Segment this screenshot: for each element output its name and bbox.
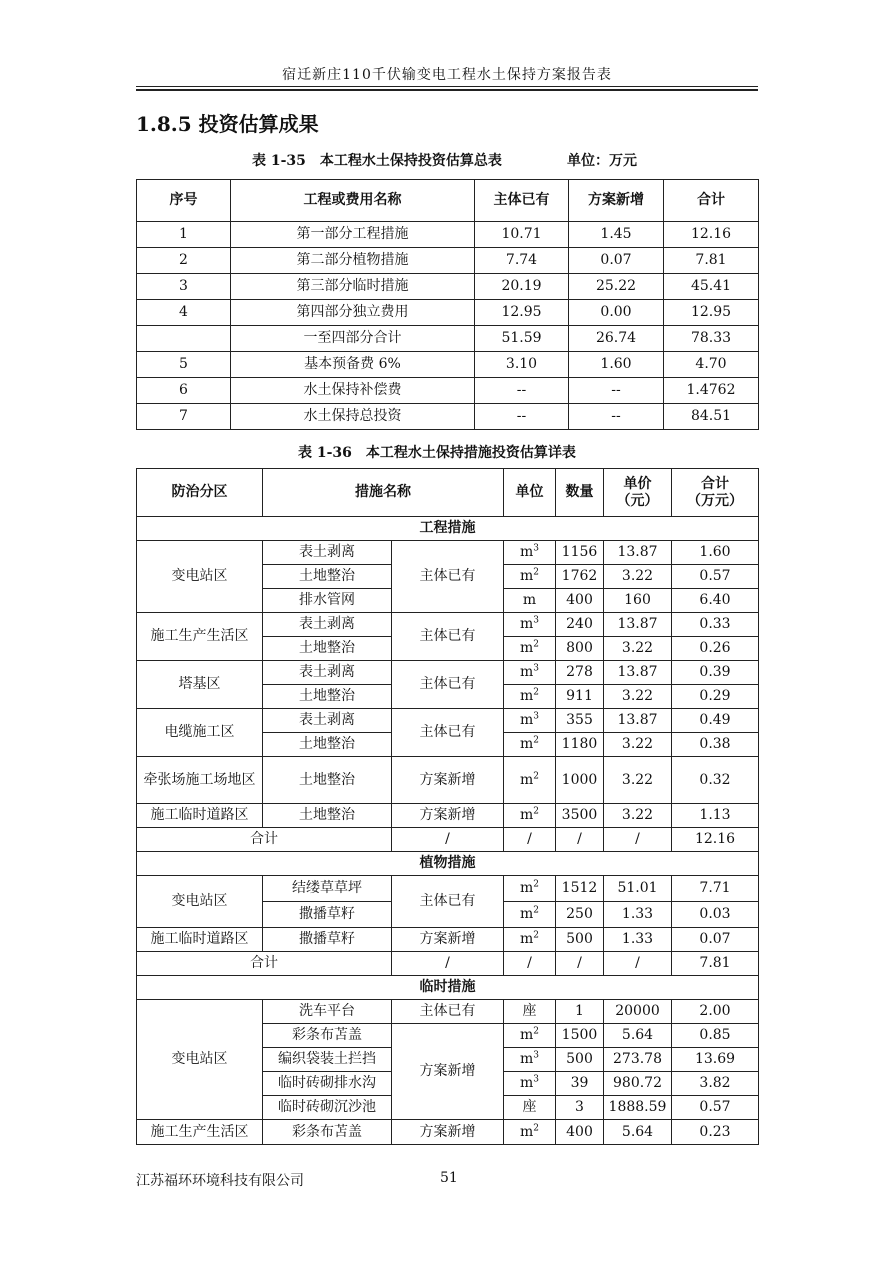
subtotal-row <box>137 828 759 852</box>
table2-caption: 表 1-36 本工程水土保持措施投资估算详表 <box>298 445 576 461</box>
unit-base: m <box>519 906 534 922</box>
price-cell: 3.22 <box>604 685 672 709</box>
zone-cell: 施工临时道路区 <box>137 804 263 828</box>
unit-base: m <box>519 931 534 947</box>
table-row <box>137 352 759 378</box>
unit-exponent: 2 <box>533 1122 539 1133</box>
price-cell: 51.01 <box>604 876 672 902</box>
section-plant: 植物措施 <box>137 852 759 876</box>
qty-cell: 1180 <box>556 733 604 757</box>
table-cell: 水土保持补偿费 <box>231 378 475 404</box>
price-cell: 13.87 <box>604 613 672 637</box>
zone-cell: 施工临时道路区 <box>137 928 263 952</box>
header-cell: 工程或费用名称 <box>231 180 475 222</box>
price-cell: 1.33 <box>604 902 672 928</box>
table-cell: 6 <box>137 378 231 404</box>
table-row <box>137 541 759 565</box>
table-cell: 第三部分临时措施 <box>231 274 475 300</box>
unit-exponent: 3 <box>533 1050 539 1061</box>
unit-base: m <box>519 712 534 728</box>
header-measure: 措施名称 <box>263 469 504 517</box>
measure-name: 撒播草籽 <box>263 902 392 928</box>
table-cell: 84.51 <box>664 404 759 430</box>
table-row <box>137 613 759 637</box>
total-cell: 0.57 <box>672 565 759 589</box>
unit-base: m <box>519 736 534 752</box>
price-cell: 980.72 <box>604 1072 672 1096</box>
table-cell: 10.71 <box>475 222 569 248</box>
table-row <box>137 222 759 248</box>
header-cell: 方案新增 <box>569 180 664 222</box>
subtotal-row <box>137 952 759 976</box>
zone-cell: 变电站区 <box>137 541 263 613</box>
header-cell: 主体已有 <box>475 180 569 222</box>
table-cell: 第四部分独立费用 <box>231 300 475 326</box>
header-rule-thick <box>136 89 758 91</box>
unit-base: m <box>519 616 534 632</box>
type-cell: 方案新增 <box>392 1120 504 1145</box>
type-cell: 方案新增 <box>392 757 504 804</box>
total-cell: 0.07 <box>672 928 759 952</box>
zone-cell: 塔基区 <box>137 661 263 709</box>
table-cell: -- <box>475 378 569 404</box>
unit-cell <box>504 804 556 828</box>
total-cell: 0.39 <box>672 661 759 685</box>
unit-cell <box>504 757 556 804</box>
total-cell: 0.26 <box>672 637 759 661</box>
measure-name: 洗车平台 <box>263 1000 392 1024</box>
unit-cell <box>504 1000 556 1024</box>
subtotal-label: 合计 <box>137 828 392 852</box>
qty-cell: 400 <box>556 1120 604 1145</box>
qty-cell: 800 <box>556 637 604 661</box>
header-zone: 防治分区 <box>137 469 263 517</box>
table-cell: 0.07 <box>569 248 664 274</box>
total-cell: 0.49 <box>672 709 759 733</box>
qty-cell: 500 <box>556 928 604 952</box>
unit-cell <box>504 637 556 661</box>
table-cell: 12.95 <box>664 300 759 326</box>
unit-cell <box>504 902 556 928</box>
measures-detail-table <box>136 468 759 1145</box>
price-cell: 3.22 <box>604 637 672 661</box>
type-cell: 方案新增 <box>392 804 504 828</box>
header-price-line1: 单价 <box>623 475 652 492</box>
slash-cell: / <box>556 952 604 976</box>
table-cell: 1.60 <box>569 352 664 378</box>
slash-cell: / <box>504 828 556 852</box>
table-row <box>137 326 759 352</box>
table-cell: 26.74 <box>569 326 664 352</box>
table-cell: 12.16 <box>664 222 759 248</box>
table-cell: -- <box>569 378 664 404</box>
unit-cell <box>504 709 556 733</box>
header-price <box>604 469 672 517</box>
unit-cell <box>504 733 556 757</box>
table1-caption: 表 1-35 本工程水土保持投资估算总表 <box>252 153 502 169</box>
unit-exponent: 2 <box>533 905 539 916</box>
price-cell: 3.22 <box>604 565 672 589</box>
price-cell: 273.78 <box>604 1048 672 1072</box>
unit-base: m <box>519 771 534 788</box>
type-cell: 主体已有 <box>392 661 504 709</box>
table-cell: 78.33 <box>664 326 759 352</box>
page-number: 51 <box>440 1170 458 1186</box>
unit-base: m <box>519 1075 534 1091</box>
zone-cell: 牵张场施工场地区 <box>137 757 263 804</box>
type-cell: 主体已有 <box>392 876 504 928</box>
measure-name: 表土剥离 <box>263 541 392 565</box>
total-cell: 13.69 <box>672 1048 759 1072</box>
qty-cell: 39 <box>556 1072 604 1096</box>
total-cell: 7.71 <box>672 876 759 902</box>
measure-name: 彩条布苫盖 <box>263 1120 392 1145</box>
price-cell: 3.22 <box>604 804 672 828</box>
unit-base: m <box>519 1123 534 1140</box>
unit-exponent: 3 <box>533 615 539 626</box>
table-row <box>137 661 759 685</box>
table-cell: 2 <box>137 248 231 274</box>
unit-exponent: 3 <box>533 663 539 674</box>
unit-exponent: 3 <box>533 711 539 722</box>
qty-cell: 278 <box>556 661 604 685</box>
page-header-title: 宿迁新庄110千伏输变电工程水土保持方案报告表 <box>282 67 612 83</box>
table-cell: 7.81 <box>664 248 759 274</box>
unit-exponent: 2 <box>533 879 539 890</box>
table-cell: -- <box>475 404 569 430</box>
table-cell: 3 <box>137 274 231 300</box>
price-cell: 3.22 <box>604 733 672 757</box>
table-cell: 12.95 <box>475 300 569 326</box>
investment-summary-table <box>136 179 759 430</box>
table-cell: 1 <box>137 222 231 248</box>
qty-cell: 3 <box>556 1096 604 1120</box>
qty-cell: 1512 <box>556 876 604 902</box>
price-cell: 5.64 <box>604 1120 672 1145</box>
table-cell: 7.74 <box>475 248 569 274</box>
price-cell: 13.87 <box>604 661 672 685</box>
unit-exponent: 2 <box>533 567 539 578</box>
type-cell: 主体已有 <box>392 541 504 613</box>
measure-name: 土地整治 <box>263 637 392 661</box>
total-cell: 1.13 <box>672 804 759 828</box>
qty-cell: 400 <box>556 589 604 613</box>
zone-cell: 变电站区 <box>137 876 263 928</box>
zone-cell: 施工生产生活区 <box>137 1120 263 1145</box>
total-cell: 6.40 <box>672 589 759 613</box>
total-cell: 0.33 <box>672 613 759 637</box>
price-cell: 1888.59 <box>604 1096 672 1120</box>
qty-cell: 240 <box>556 613 604 637</box>
table-cell: 第二部分植物措施 <box>231 248 475 274</box>
table-cell: 7 <box>137 404 231 430</box>
table1-unit: 单位：万元 <box>567 153 637 169</box>
unit-cell <box>504 1072 556 1096</box>
unit-base: m <box>519 664 534 680</box>
price-cell: 13.87 <box>604 541 672 565</box>
header-cell: 合计 <box>664 180 759 222</box>
price-cell: 13.87 <box>604 709 672 733</box>
measure-name: 土地整治 <box>263 565 392 589</box>
subtotal-value: 7.81 <box>672 952 759 976</box>
measure-name: 临时砖砌排水沟 <box>263 1072 392 1096</box>
slash-cell: / <box>604 952 672 976</box>
unit-base: m <box>522 592 537 608</box>
unit-cell <box>504 1048 556 1072</box>
unit-base: 座 <box>522 1003 537 1019</box>
unit-base: m <box>519 640 534 656</box>
table-row <box>137 709 759 733</box>
header-total-line1: 合计 <box>701 475 729 492</box>
unit-cell <box>504 685 556 709</box>
table-cell: 45.41 <box>664 274 759 300</box>
unit-exponent: 2 <box>533 806 539 817</box>
slash-cell: / <box>392 828 504 852</box>
table-cell: 第一部分工程措施 <box>231 222 475 248</box>
price-cell: 20000 <box>604 1000 672 1024</box>
qty-cell: 3500 <box>556 804 604 828</box>
header-cell: 序号 <box>137 180 231 222</box>
measure-name: 编织袋装土拦挡 <box>263 1048 392 1072</box>
measure-name: 土地整治 <box>263 685 392 709</box>
table-header-row <box>137 469 759 517</box>
table-cell: 1.45 <box>569 222 664 248</box>
measure-name: 结缕草草坪 <box>263 876 392 902</box>
unit-cell <box>504 928 556 952</box>
header-unit: 单位 <box>504 469 556 517</box>
header-total <box>672 469 759 517</box>
table-cell: 3.10 <box>475 352 569 378</box>
zone-cell: 施工生产生活区 <box>137 613 263 661</box>
table-cell: 0.00 <box>569 300 664 326</box>
unit-base: m <box>519 568 534 584</box>
table-row <box>137 248 759 274</box>
measure-name: 临时砖砌沉沙池 <box>263 1096 392 1120</box>
type-cell: 主体已有 <box>392 1000 504 1024</box>
table-cell <box>137 326 231 352</box>
table-row <box>137 1120 759 1145</box>
total-cell: 0.57 <box>672 1096 759 1120</box>
unit-cell <box>504 589 556 613</box>
total-cell: 0.85 <box>672 1024 759 1048</box>
table-row <box>137 404 759 430</box>
total-cell: 1.60 <box>672 541 759 565</box>
table-cell: 一至四部分合计 <box>231 326 475 352</box>
measure-name: 撒播草籽 <box>263 928 392 952</box>
unit-cell <box>504 1120 556 1145</box>
table-cell: 4 <box>137 300 231 326</box>
section-temporary: 临时措施 <box>137 976 759 1000</box>
zone-cell: 电缆施工区 <box>137 709 263 757</box>
section-row <box>137 976 759 1000</box>
measure-name: 土地整治 <box>263 757 392 804</box>
table-row <box>137 928 759 952</box>
unit-exponent: 2 <box>533 735 539 746</box>
subtotal-value: 12.16 <box>672 828 759 852</box>
unit-exponent: 2 <box>533 639 539 650</box>
price-cell: 160 <box>604 589 672 613</box>
footer-company: 江苏福环环境科技有限公司 <box>136 1173 304 1189</box>
table-row <box>137 274 759 300</box>
header-price-line2: （元） <box>616 492 659 509</box>
zone-cell: 变电站区 <box>137 1000 263 1120</box>
slash-cell: / <box>604 828 672 852</box>
table-cell: 基本预备费 6% <box>231 352 475 378</box>
unit-cell <box>504 613 556 637</box>
unit-base: m <box>519 807 534 823</box>
unit-cell <box>504 1024 556 1048</box>
type-cell: 主体已有 <box>392 613 504 661</box>
unit-base: m <box>519 1027 534 1043</box>
measure-name: 表土剥离 <box>263 613 392 637</box>
table-cell: 20.19 <box>475 274 569 300</box>
total-cell: 3.82 <box>672 1072 759 1096</box>
measure-name: 彩条布苫盖 <box>263 1024 392 1048</box>
unit-base: m <box>519 544 534 560</box>
qty-cell: 911 <box>556 685 604 709</box>
unit-cell <box>504 565 556 589</box>
table-row <box>137 378 759 404</box>
table-row <box>137 1000 759 1024</box>
qty-cell: 1500 <box>556 1024 604 1048</box>
measure-name: 土地整治 <box>263 804 392 828</box>
unit-exponent: 2 <box>533 770 539 781</box>
total-cell: 0.32 <box>672 757 759 804</box>
header-rule <box>136 86 758 87</box>
table-cell: 4.70 <box>664 352 759 378</box>
qty-cell: 1000 <box>556 757 604 804</box>
section-row <box>137 852 759 876</box>
qty-cell: 500 <box>556 1048 604 1072</box>
table-header-row <box>137 180 759 222</box>
qty-cell: 1156 <box>556 541 604 565</box>
unit-exponent: 2 <box>533 687 539 698</box>
slash-cell: / <box>556 828 604 852</box>
type-cell: 主体已有 <box>392 709 504 757</box>
price-cell: 3.22 <box>604 757 672 804</box>
table-cell: 51.59 <box>475 326 569 352</box>
total-cell: 0.23 <box>672 1120 759 1145</box>
measure-name: 土地整治 <box>263 733 392 757</box>
slash-cell: / <box>392 952 504 976</box>
total-cell: 0.29 <box>672 685 759 709</box>
table-row <box>137 757 759 804</box>
table-cell: -- <box>569 404 664 430</box>
header-qty: 数量 <box>556 469 604 517</box>
measure-name: 表土剥离 <box>263 709 392 733</box>
measure-name: 表土剥离 <box>263 661 392 685</box>
unit-cell <box>504 661 556 685</box>
price-cell: 5.64 <box>604 1024 672 1048</box>
total-cell: 2.00 <box>672 1000 759 1024</box>
qty-cell: 1 <box>556 1000 604 1024</box>
unit-cell <box>504 1096 556 1120</box>
unit-base: m <box>519 1051 534 1067</box>
table-row <box>137 876 759 902</box>
unit-cell <box>504 541 556 565</box>
table-row <box>137 804 759 828</box>
table-cell: 1.4762 <box>664 378 759 404</box>
subtotal-label: 合计 <box>137 952 392 976</box>
unit-exponent: 2 <box>533 1026 539 1037</box>
table-cell: 5 <box>137 352 231 378</box>
header-total-line2: （万元） <box>687 492 743 509</box>
unit-exponent: 3 <box>533 543 539 554</box>
unit-exponent: 3 <box>533 1074 539 1085</box>
unit-exponent: 2 <box>533 930 539 941</box>
unit-base: m <box>519 688 534 704</box>
type-cell: 方案新增 <box>392 928 504 952</box>
section-title: 1.8.5 投资估算成果 <box>136 112 319 136</box>
qty-cell: 355 <box>556 709 604 733</box>
qty-cell: 250 <box>556 902 604 928</box>
table-cell: 水土保持总投资 <box>231 404 475 430</box>
measure-name: 排水管网 <box>263 589 392 613</box>
unit-cell <box>504 876 556 902</box>
total-cell: 0.38 <box>672 733 759 757</box>
table-cell: 25.22 <box>569 274 664 300</box>
table-row <box>137 300 759 326</box>
section-engineering: 工程措施 <box>137 517 759 541</box>
section-row <box>137 517 759 541</box>
unit-base: 座 <box>522 1099 537 1115</box>
unit-base: m <box>519 880 534 896</box>
price-cell: 1.33 <box>604 928 672 952</box>
qty-cell: 1762 <box>556 565 604 589</box>
slash-cell: / <box>504 952 556 976</box>
type-cell: 方案新增 <box>392 1024 504 1120</box>
total-cell: 0.03 <box>672 902 759 928</box>
